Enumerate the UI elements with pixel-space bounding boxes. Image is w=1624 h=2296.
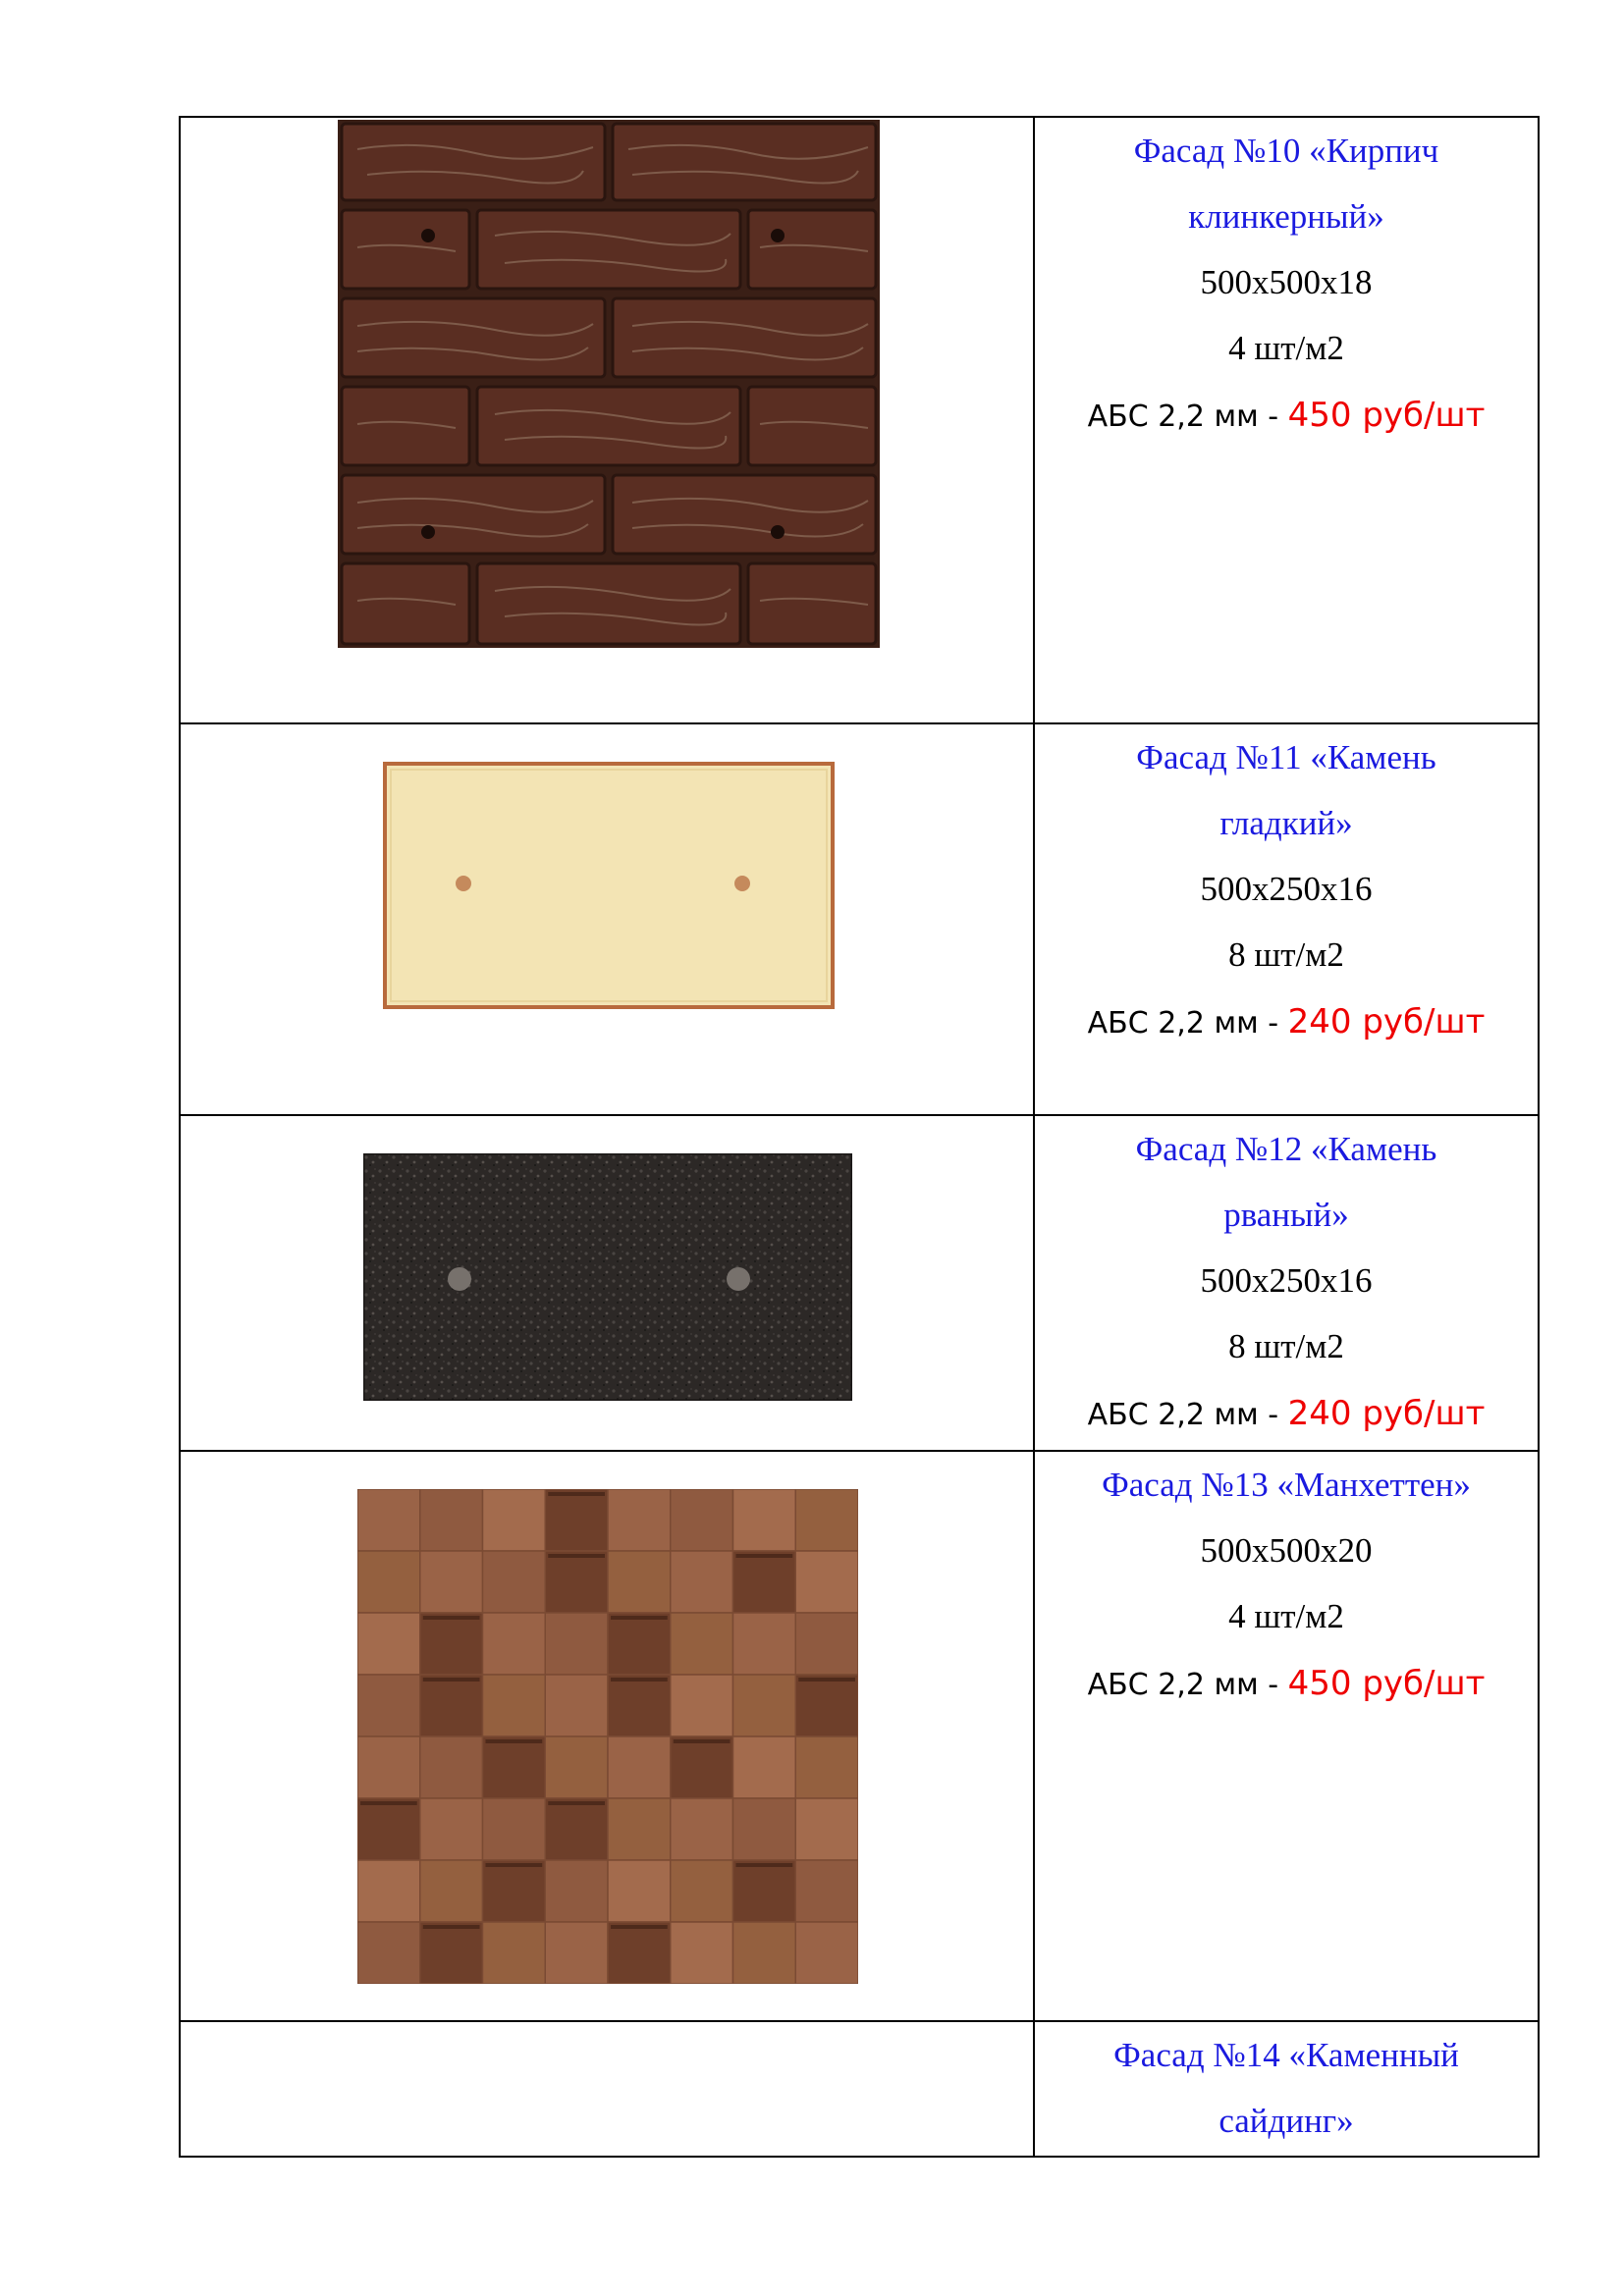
product-row xyxy=(180,2021,1539,2157)
product-info-cell xyxy=(1034,723,1539,1115)
product-image-cell xyxy=(180,1451,1034,2021)
product-per-m2: 8 шт/м2 xyxy=(1228,935,1344,974)
smooth-stone-image xyxy=(383,762,835,1009)
product-row xyxy=(180,723,1539,1115)
product-title-line2: гладкий» xyxy=(1219,804,1353,842)
product-price-line xyxy=(1035,381,1538,452)
product-title-line1: Фасад №12 «Камень xyxy=(1135,1130,1437,1168)
product-per-m2: 4 шт/м2 xyxy=(1228,329,1344,367)
product-price: 240 руб/шт xyxy=(1287,1002,1486,1041)
product-price: 450 руб/шт xyxy=(1287,1664,1486,1703)
product-image-cell xyxy=(180,723,1034,1115)
product-price-line xyxy=(1035,988,1538,1058)
product-size: 500x500x18 xyxy=(1200,263,1373,301)
product-row xyxy=(180,117,1539,723)
product-price: 240 руб/шт xyxy=(1287,1394,1486,1433)
product-price-line xyxy=(1035,1379,1538,1450)
product-per-m2: 8 шт/м2 xyxy=(1228,1327,1344,1365)
product-table xyxy=(179,116,1540,2158)
product-title-line1: Фасад №13 «Манхеттен» xyxy=(1102,1466,1471,1504)
product-title-line1: Фасад №14 «Каменный xyxy=(1113,2036,1459,2074)
product-info-cell xyxy=(1034,1115,1539,1451)
product-row xyxy=(180,1115,1539,1451)
product-title-line1: Фасад №10 «Кирпич xyxy=(1133,132,1439,170)
brick-clinker-image xyxy=(338,120,880,648)
product-title-line2: рваный» xyxy=(1223,1196,1349,1234)
product-title-line2: клинкерный» xyxy=(1188,197,1384,236)
product-size: 500x250x16 xyxy=(1200,1261,1373,1300)
manhattan-cube-image xyxy=(357,1489,858,1984)
torn-stone-image xyxy=(363,1153,852,1401)
product-price: 450 руб/шт xyxy=(1287,396,1486,435)
product-material: АБС 2,2 мм - xyxy=(1087,1668,1288,1702)
product-material: АБС 2,2 мм - xyxy=(1087,1006,1288,1041)
product-material: АБС 2,2 мм - xyxy=(1087,400,1288,434)
product-per-m2: 4 шт/м2 xyxy=(1228,1597,1344,1635)
product-size: 500x250x16 xyxy=(1200,870,1373,908)
product-price-line xyxy=(1035,1649,1538,1720)
product-title-line2: сайдинг» xyxy=(1218,2102,1354,2140)
product-size: 500x500x20 xyxy=(1200,1531,1373,1570)
product-info-cell xyxy=(1034,1451,1539,2021)
product-image-cell xyxy=(180,2021,1034,2157)
product-info-cell xyxy=(1034,2021,1539,2157)
product-title-line1: Фасад №11 «Камень xyxy=(1136,738,1436,776)
product-row xyxy=(180,1451,1539,2021)
product-info-cell xyxy=(1034,117,1539,723)
product-material: АБС 2,2 мм - xyxy=(1087,1398,1288,1432)
product-image-cell xyxy=(180,1115,1034,1451)
product-image-cell xyxy=(180,117,1034,723)
